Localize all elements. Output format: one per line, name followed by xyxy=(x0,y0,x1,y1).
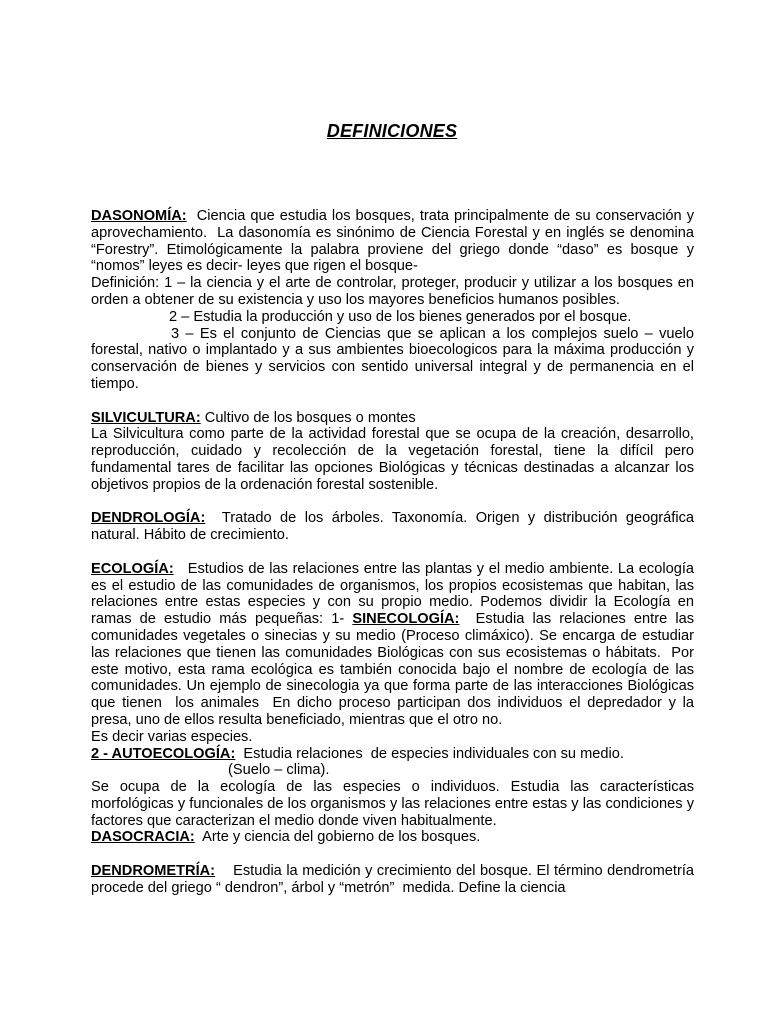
document-body xyxy=(91,208,699,897)
ecologia-es-decir: Es decir varias especies. xyxy=(91,728,253,745)
term-dendrometria: DENDROMETRÍA: xyxy=(91,863,216,880)
dendrologia-text: Tratado de los árboles. Taxonomía. Origen y distribución geográfica natural. Hábito de crecimiento. xyxy=(91,510,699,544)
term-autoecologia: 2 - AUTOECOLOGÍA: xyxy=(91,745,236,762)
paragraph-ecologia xyxy=(91,560,699,729)
silvicultura-text: Cultivo de los bosques o montes xyxy=(200,409,416,426)
spacer xyxy=(91,846,694,863)
ecologia-text: Estudios de las relaciones entre las plantas y el medio ambiente. La ecología es el estudio de las comunidades de organismos, los propios ecosistemas que habitan, las relaciones entre estas especies y con su propio medio. Podemos dividir la Ecología en ramas de estudio más pequeñas: 1- xyxy=(91,560,699,628)
spacer xyxy=(91,494,694,511)
dasonomia-definition-2: 2 – Estudia la producción y uso de los bienes generados por el bosque. xyxy=(169,308,632,325)
term-sinecologia: SINECOLOGÍA: xyxy=(352,611,460,628)
term-dasonomia: DASONOMÍA: xyxy=(91,208,187,224)
term-dendrologia: DENDROLOGÍA: xyxy=(91,510,206,527)
dendrometria-text: Estudia la medición y crecimiento del bosque. El término dendrometría procede del griego “ dendron”, árbol y “metrón” medida. Define la ciencia xyxy=(91,863,699,896)
sinecologia-text: Estudia las relaciones entre las comunidades vegetales o sinecias y su medio (Proceso climáxico). Se encarga de estudiar las relaciones que tienen las comunidades Biológicas con sus ecosistemas o hábitats. Por este motivo, esta rama ecológica es también conocida bajo el nombre de ecología de las comunidades. Un ejemplo de sinecologia ya que forma parte de las interacciones Biológicas que tienen los animales En dicho proceso participan dos individuos el depredador y la presa, uno de ellos resulta beneficiado, mientras que el otro no. xyxy=(91,611,699,728)
spacer xyxy=(91,544,694,561)
autoecologia-paragraph: Se ocupa de la ecología de las especies o individuos. Estudia las características morfológicas y funcionales de los organismos y las relaciones entre estas y las condiciones y factores que caracterizan el medio donde viven habitualmente. xyxy=(91,779,694,829)
dasonomia-definition-1: Definición: 1 – la ciencia y el arte de controlar, proteger, producir y utilizar a los bosques en orden a obtener de su existencia y uso los mayores beneficios humanos posibles. xyxy=(91,275,694,308)
term-silvicultura: SILVICULTURA: xyxy=(91,409,201,426)
spacer xyxy=(91,393,694,410)
paragraph-dasocracia xyxy=(91,829,694,846)
silvicultura-paragraph: La Silvicultura como parte de la actividad forestal que se ocupa de la creación, desarrollo, reproducción, cuidado y recolección de la vegetación forestal, tiene la difícil pero fundamental tares de facilitar las opciones Biológicas y técnicas destinadas a alcanzar los objetivos propios de la ordenación forestal sostenible. xyxy=(91,426,694,493)
term-dasocracia: DASOCRACIA: xyxy=(91,829,195,846)
paragraph-dendrometria xyxy=(91,863,699,897)
paragraph-silvicultura-heading xyxy=(91,410,694,427)
paragraph-dendrologia xyxy=(91,510,699,544)
paragraph-autoecologia xyxy=(91,746,694,763)
autoecologia-text: Estudia relaciones de especies individuales con su medio. xyxy=(235,745,624,762)
dasonomia-definition-3: 3 – Es el conjunto de Ciencias que se aplican a los complejos suelo – vuelo forestal, nativo o implantado y a sus ambientes bioecologicos para la máxima producción y conservación de bienes y servicios con sentido universal integral y de permanencia en el tiempo. xyxy=(91,325,694,392)
dasocracia-text: Arte y ciencia del gobierno de los bosques. xyxy=(194,829,481,846)
paragraph-dasonomia xyxy=(91,208,699,275)
autoecologia-sub: (Suelo – clima). xyxy=(228,762,330,779)
term-ecologia: ECOLOGÍA: xyxy=(91,560,174,577)
dasonomia-text: Ciencia que estudia los bosques, trata principalmente de su conservación y aprovechamiento. La dasonomía es sinónimo de Ciencia Forestal y en inglés se denomina “Forestry”. Etimológicamente la palabra proviene del griego donde “daso” es bosque y “nomos” leyes es decir- leyes que rigen el bosque- xyxy=(91,208,699,275)
page-title: DEFINICIONES xyxy=(326,121,458,141)
